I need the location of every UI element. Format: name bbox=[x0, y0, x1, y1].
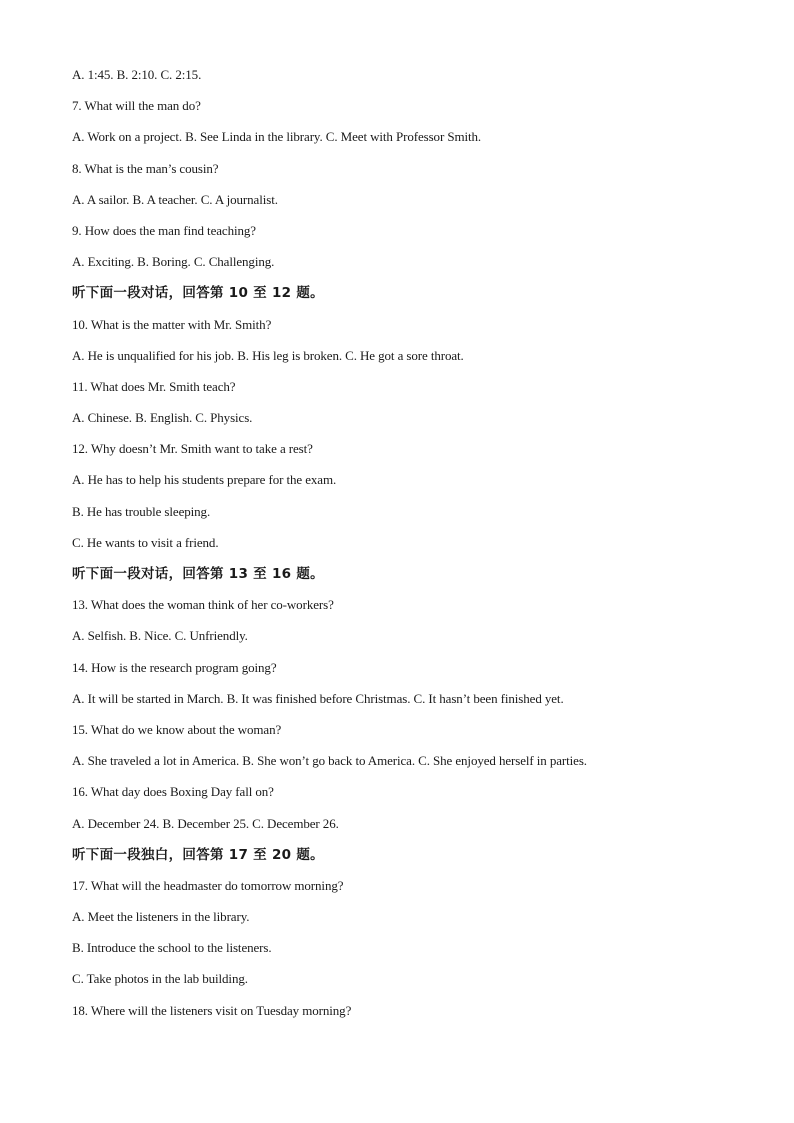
question-17: 17. What will the headmaster do tomorrow morning? bbox=[72, 877, 344, 893]
question-8: 8. What is the man’s cousin? bbox=[72, 160, 219, 176]
answer-options: A. Work on a project. B. See Linda in the library. C. Meet with Professor Smith. bbox=[72, 129, 482, 145]
question-11: 11. What does Mr. Smith teach? bbox=[72, 378, 236, 394]
answer-options: A. December 24. B. December 25. C. December 26. bbox=[72, 815, 339, 831]
answer-options: A. She traveled a lot in America. B. She won’t go back to America. C. She enjoyed herself in parties. bbox=[72, 753, 587, 769]
answer-options: A. Exciting. B. Boring. C. Challenging. bbox=[72, 254, 275, 270]
question-10: 10. What is the matter with Mr. Smith? bbox=[72, 316, 272, 332]
question-13: 13. What does the woman think of her co-workers? bbox=[72, 597, 334, 613]
question-18: 18. Where will the listeners visit on Tuesday morning? bbox=[72, 1002, 352, 1018]
answer-options: A. He is unqualified for his job. B. His leg is broken. C. He got a sore throat. bbox=[72, 347, 464, 363]
section-heading: 听下面一段独白，回答第 17 至 20 题。 bbox=[72, 846, 324, 863]
question-16: 16. What day does Boxing Day fall on? bbox=[72, 784, 274, 800]
question-12: 12. Why doesn’t Mr. Smith want to take a rest? bbox=[72, 441, 313, 457]
section-heading: 听下面一段对话，回答第 13 至 16 题。 bbox=[72, 566, 324, 582]
answer-options: A. A sailor. B. A teacher. C. A journalist. bbox=[72, 191, 278, 207]
answer-option-a: A. Meet the listeners in the library. bbox=[72, 909, 250, 925]
section-heading: 听下面一段对话，回答第 10 至 12 题。 bbox=[72, 285, 324, 302]
answer-option-b: B. He has trouble sleeping. bbox=[72, 503, 211, 519]
question-7: 7. What will the man do? bbox=[72, 98, 201, 114]
question-15: 15. What do we know about the woman? bbox=[72, 721, 282, 737]
question-14: 14. How is the research program going? bbox=[72, 659, 277, 675]
answer-options: A. It will be started in March. B. It was finished before Christmas. C. It hasn’t been finished yet. bbox=[72, 690, 564, 706]
answer-options: A. 1:45. B. 2:10. C. 2:15. bbox=[72, 67, 202, 82]
answer-option-c: C. He wants to visit a friend. bbox=[72, 534, 219, 550]
answer-option-c: C. Take photos in the lab building. bbox=[72, 971, 248, 987]
exam-page bbox=[72, 66, 752, 1033]
answer-options: A. Chinese. B. English. C. Physics. bbox=[72, 410, 253, 426]
answer-option-b: B. Introduce the school to the listeners. bbox=[72, 940, 272, 956]
answer-option-a: A. He has to help his students prepare for the exam. bbox=[72, 472, 337, 488]
answer-options: A. Selfish. B. Nice. C. Unfriendly. bbox=[72, 628, 248, 644]
question-9: 9. How does the man find teaching? bbox=[72, 222, 256, 238]
